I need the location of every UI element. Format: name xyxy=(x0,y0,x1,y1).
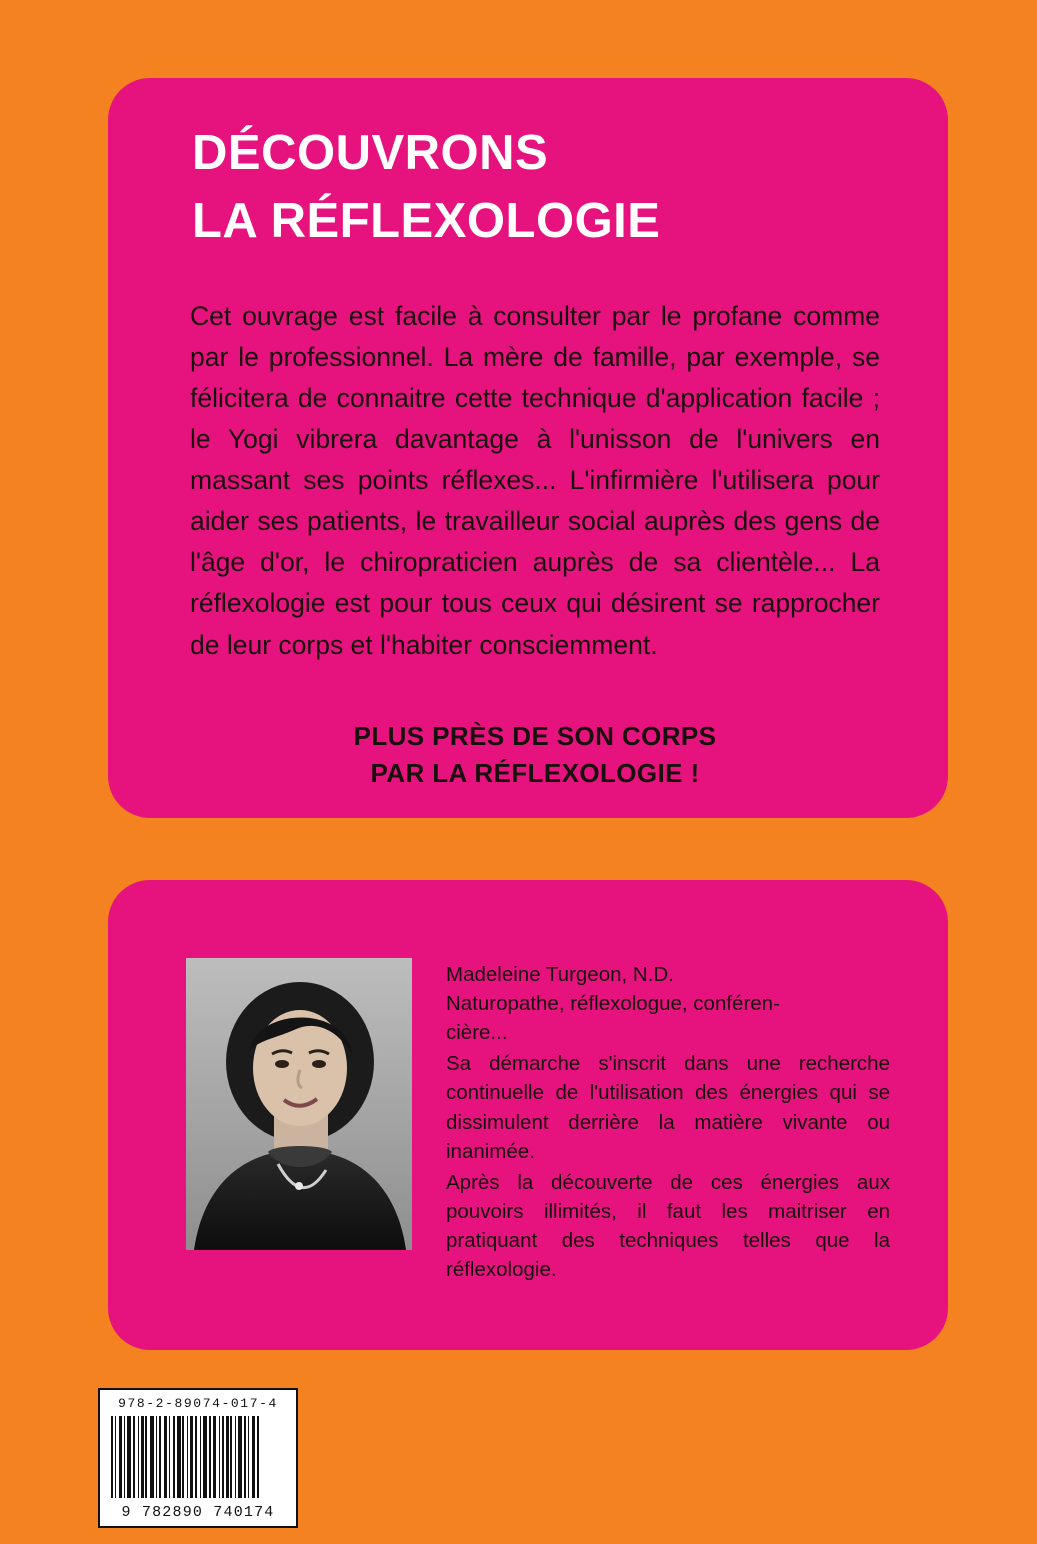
barcode xyxy=(98,1388,298,1528)
author-name: Madeleine Turgeon, N.D. xyxy=(446,963,674,986)
tagline-line-1: PLUS PRÈS DE SON CORPS xyxy=(353,721,717,751)
author-panel xyxy=(108,880,948,1350)
author-role-continued: cière... xyxy=(446,1021,508,1045)
author-bio xyxy=(446,960,890,1284)
tagline-line-2: PAR LA RÉFLEXOLOGIE ! xyxy=(370,757,700,788)
isbn-text: 978-2-89074-017-4 xyxy=(118,1396,278,1411)
title-line-1: DÉCOUVRONS xyxy=(192,126,549,180)
description-panel xyxy=(108,78,948,818)
book-title xyxy=(192,120,892,255)
title-line-2: LA RÉFLEXOLOGIE xyxy=(192,193,661,248)
author-photo xyxy=(186,958,412,1250)
ean-digits: 9 782890 740174 xyxy=(121,1504,275,1521)
author-role: Naturopathe, réflexologue, conféren- xyxy=(446,992,780,1016)
barcode-bars xyxy=(111,1416,287,1498)
author-paragraph-2: Après la découverte de ces énergies aux pouvoirs illimités, il faut les maitriser en pratiquant des techniques telles que la réflexologie. xyxy=(446,1170,890,1282)
author-paragraph-1: Sa démarche s'inscrit dans une recherche continuelle de l'utilisation des énergies qui se dissimulent derrière la matière vivante ou inanimée. xyxy=(446,1052,890,1163)
book-tagline xyxy=(190,718,880,792)
author-portrait-icon xyxy=(186,958,412,1250)
book-blurb: Cet ouvrage est facile à consulter par le profane comme par le professionnel. La mère de famille, par exemple, se félicitera de connaitre cette technique d'application facile ; le Yogi vibrera davantage à l'unisson de l'univers en massant ses points réflexes... L'infirmière l'utilisera pour aider ses patients, le travailleur social auprès des gens de l'âge d'or, le chiropraticien auprès de sa clientèle... La réflexologie est pour tous ceux qui désirent se rapprocher de leur corps et l'habiter consciemment. xyxy=(190,301,880,660)
